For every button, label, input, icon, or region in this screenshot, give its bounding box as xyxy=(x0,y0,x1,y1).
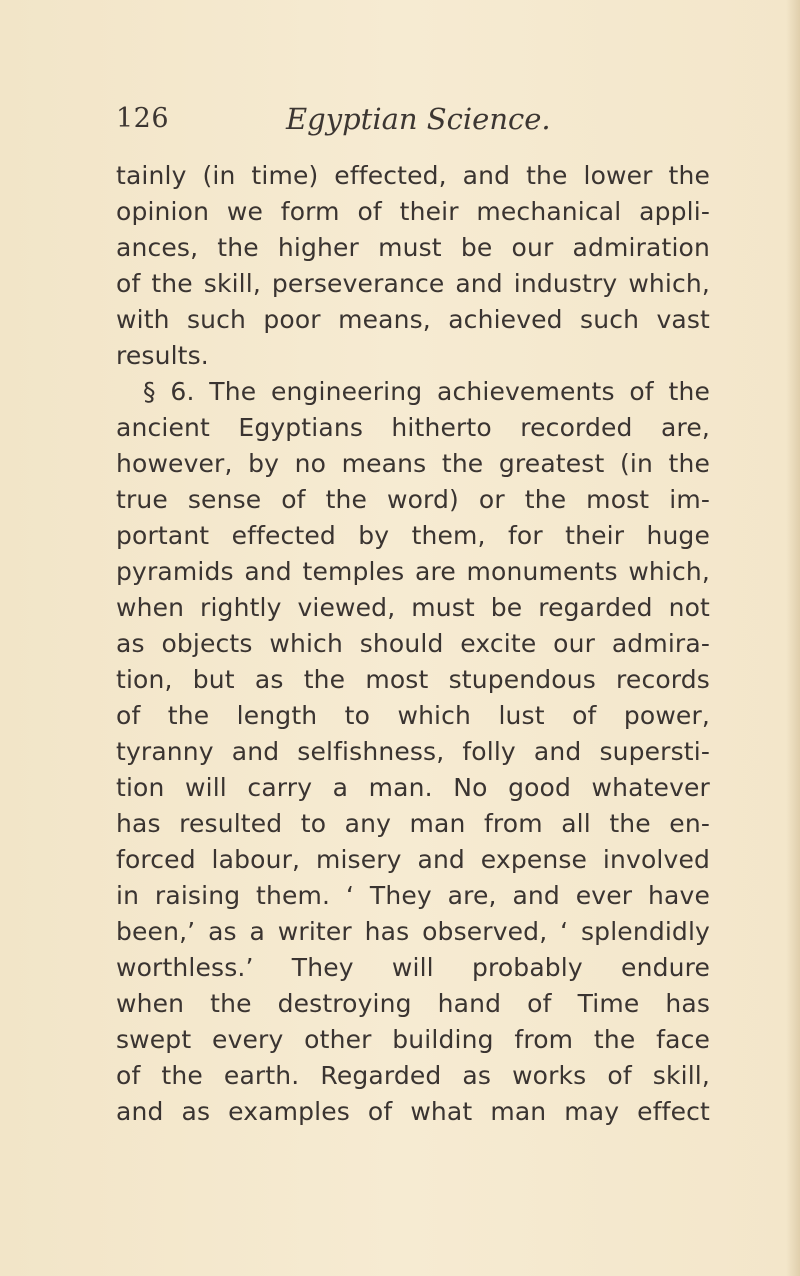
text-line: when the destroying hand of Time has xyxy=(116,989,710,1018)
text-line: of the earth. Regarded as works of skill, xyxy=(116,1061,710,1090)
text-line: tion will carry a man. No good whatever xyxy=(116,773,710,802)
text-line: has resulted to any man from all the en- xyxy=(116,809,710,838)
text-line: and as examples of what man may effect xyxy=(116,1097,710,1126)
text-line: tainly (in time) effected, and the lower the xyxy=(116,161,710,190)
text-line: results. xyxy=(116,341,209,370)
text-line: ancient Egyptians hitherto recorded are, xyxy=(116,413,710,442)
text-line: of the length to which lust of power, xyxy=(116,701,710,730)
text-line: when rightly viewed, must be regarded not xyxy=(116,593,710,622)
page-number: 126 xyxy=(116,103,170,134)
running-title: Egyptian Science. xyxy=(286,102,551,136)
text-line: opinion we form of their mechanical appli- xyxy=(116,197,710,226)
text-line: with such poor means, achieved such vast xyxy=(116,305,710,334)
text-line: portant effected by them, for their huge xyxy=(116,521,710,550)
running-head xyxy=(116,103,696,143)
page-edge-shadow xyxy=(786,0,800,1276)
text-line: swept every other building from the face xyxy=(116,1025,710,1054)
text-line: been,’ as a writer has observed, ‘ splendidly xyxy=(116,917,710,946)
text-line: forced labour, misery and expense involved xyxy=(116,845,710,874)
text-line: however, by no means the greatest (in the xyxy=(116,449,710,478)
text-line: as objects which should excite our admira- xyxy=(116,629,710,658)
text-line: ances, the higher must be our admiration xyxy=(116,233,710,262)
text-line: tion, but as the most stupendous records xyxy=(116,665,710,694)
text-line: of the skill, perseverance and industry which, xyxy=(116,269,710,298)
text-line: pyramids and temples are monuments which, xyxy=(116,557,710,586)
text-line: tyranny and selfishness, folly and supersti- xyxy=(116,737,710,766)
body-text xyxy=(116,158,710,1130)
section-start-line: § 6. The engineering achievements of the xyxy=(143,377,710,406)
text-line: in raising them. ‘ They are, and ever have xyxy=(116,881,710,910)
text-line: true sense of the word) or the most im- xyxy=(116,485,710,514)
text-line: worthless.’ They will probably endure xyxy=(116,953,710,982)
